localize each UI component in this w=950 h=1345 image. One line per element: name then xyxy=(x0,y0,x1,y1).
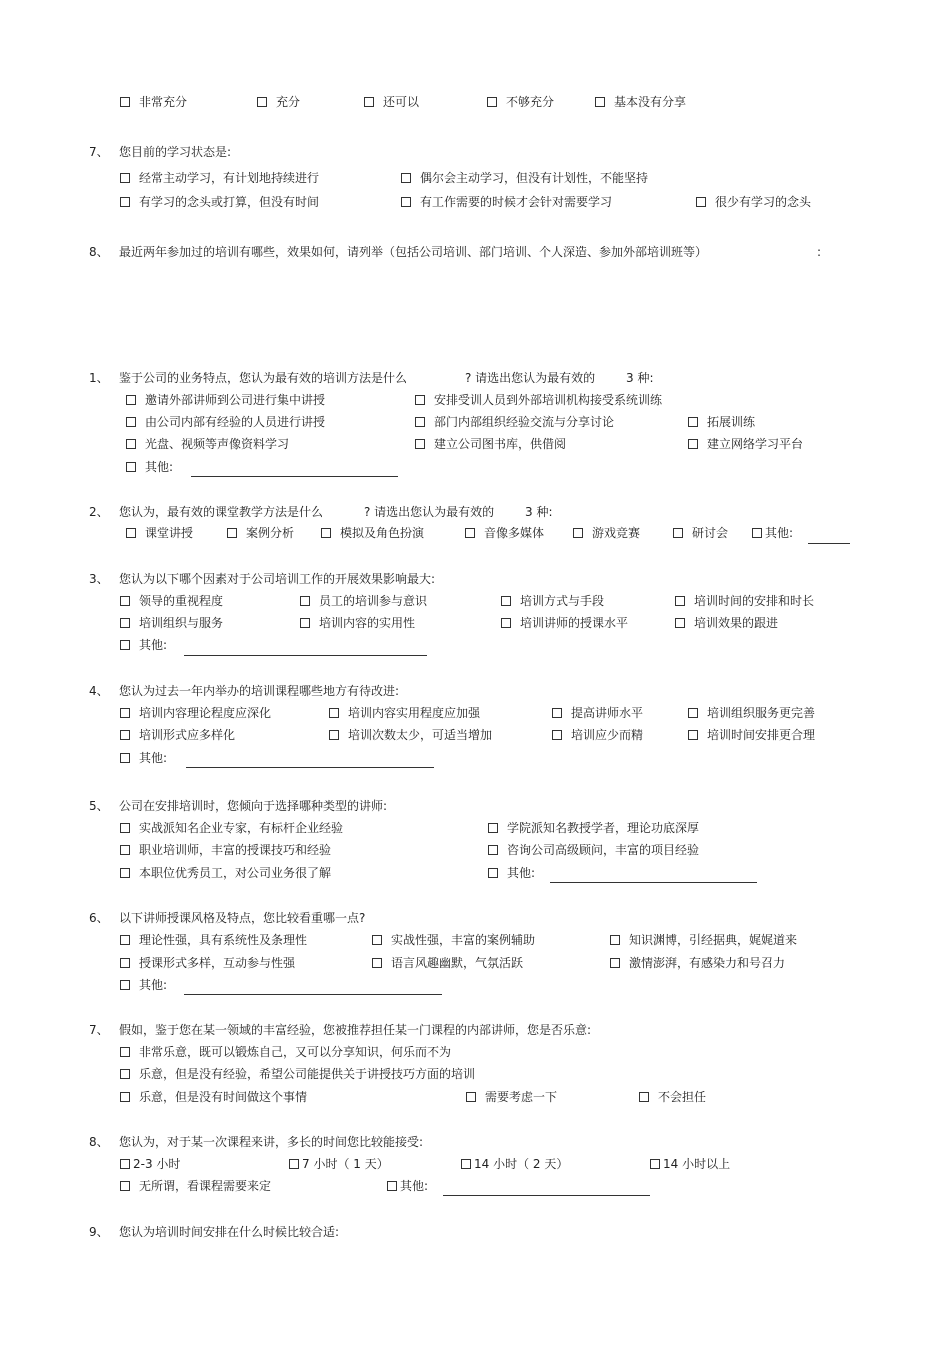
checkbox[interactable] xyxy=(610,958,620,968)
option[interactable]: 音像多媒体 xyxy=(465,524,544,542)
option-not-sufficient[interactable]: 不够充分 xyxy=(487,93,554,111)
checkbox[interactable] xyxy=(329,730,339,740)
option[interactable]: 案例分析 xyxy=(227,524,294,542)
checkbox[interactable] xyxy=(120,1159,130,1169)
option[interactable]: 培训时间的安排和时长 xyxy=(675,592,814,610)
checkbox[interactable] xyxy=(639,1092,649,1102)
option[interactable]: 经常主动学习，有计划地持续进行 xyxy=(120,169,319,187)
option[interactable]: 有工作需要的时候才会针对需要学习 xyxy=(401,193,612,211)
option-other[interactable]: 其他: xyxy=(126,458,173,476)
option-other[interactable]: 其他: xyxy=(387,1177,428,1195)
checkbox[interactable] xyxy=(120,845,130,855)
question-number: 8、 xyxy=(89,245,109,259)
checkbox[interactable] xyxy=(120,980,130,990)
question-number: 7、 xyxy=(89,1023,109,1037)
checkbox[interactable] xyxy=(675,596,685,606)
question-text: 最近两年参加过的培训有哪些，效果如何，请列举（包括公司培训、部门培训、个人深造、参加外部培训班等） xyxy=(119,245,708,259)
option[interactable]: 光盘、视频等声像资料学习 xyxy=(126,435,289,453)
option[interactable]: 实战派知名企业专家，有标杆企业经验 xyxy=(120,819,343,837)
option-other[interactable]: 其他: xyxy=(120,749,167,767)
question-text-part: 3 种: xyxy=(525,505,553,519)
option[interactable]: 安排受训人员到外部培训机构接受系统训练 xyxy=(415,391,662,409)
checkbox[interactable] xyxy=(673,528,683,538)
checkbox[interactable] xyxy=(289,1159,299,1169)
option-other[interactable]: 其他: xyxy=(488,864,535,882)
question-number: 5、 xyxy=(89,799,109,813)
option-okay[interactable]: 还可以 xyxy=(364,93,419,111)
checkbox[interactable] xyxy=(465,528,475,538)
checkbox[interactable] xyxy=(120,1069,130,1079)
checkbox[interactable] xyxy=(595,97,605,107)
checkbox[interactable] xyxy=(610,935,620,945)
option-other[interactable]: 其他: xyxy=(120,976,167,994)
checkbox[interactable] xyxy=(487,97,497,107)
option[interactable]: 建立网络学习平台 xyxy=(688,435,803,453)
option[interactable]: 乐意，但是没有经验，希望公司能提供关于讲授技巧方面的培训 xyxy=(120,1065,475,1083)
option[interactable]: 激情澎湃，有感染力和号召力 xyxy=(610,954,785,972)
option[interactable]: 本职位优秀员工，对公司业务很了解 xyxy=(120,864,331,882)
option[interactable]: 培训讲师的授课水平 xyxy=(501,614,628,632)
question-number: 7、 xyxy=(89,145,109,159)
checkbox[interactable] xyxy=(120,1047,130,1057)
checkbox[interactable] xyxy=(688,708,698,718)
question-number: 3、 xyxy=(89,572,109,586)
checkbox[interactable] xyxy=(120,97,130,107)
checkbox[interactable] xyxy=(488,868,498,878)
checkbox[interactable] xyxy=(372,958,382,968)
option[interactable]: 培训次数太少，可适当增加 xyxy=(329,726,492,744)
checkbox[interactable] xyxy=(488,845,498,855)
option[interactable]: 建立公司图书库，供借阅 xyxy=(415,435,566,453)
option[interactable]: 培训内容实用程度应加强 xyxy=(329,704,480,722)
checkbox[interactable] xyxy=(387,1181,397,1191)
checkbox[interactable] xyxy=(257,97,267,107)
question-colon: : xyxy=(817,245,822,259)
checkbox[interactable] xyxy=(120,753,130,763)
checkbox[interactable] xyxy=(688,417,698,427)
checkbox[interactable] xyxy=(688,439,698,449)
option[interactable]: 培训内容理论程度应深化 xyxy=(120,704,271,722)
checkbox[interactable] xyxy=(126,528,136,538)
other-fill-line[interactable] xyxy=(184,994,442,995)
option[interactable]: 很少有学习的念头 xyxy=(696,193,811,211)
checkbox[interactable] xyxy=(372,935,382,945)
checkbox[interactable] xyxy=(120,935,130,945)
question-text: 您认为培训时间安排在什么时候比较合适: xyxy=(119,1225,340,1239)
option[interactable]: 领导的重视程度 xyxy=(120,592,223,610)
checkbox[interactable] xyxy=(650,1159,660,1169)
option[interactable]: 模拟及角色扮演 xyxy=(321,524,424,542)
checkbox[interactable] xyxy=(401,173,411,183)
option[interactable]: 实战性强，丰富的案例辅助 xyxy=(372,931,535,949)
option[interactable]: 员工的培训参与意识 xyxy=(300,592,427,610)
option[interactable]: 需要考虑一下 xyxy=(466,1088,557,1106)
checkbox[interactable] xyxy=(552,730,562,740)
option[interactable]: 不会担任 xyxy=(639,1088,706,1106)
option[interactable]: 有学习的念头或打算，但没有时间 xyxy=(120,193,319,211)
question-text: 您认为以下哪个因素对于公司培训工作的开展效果影响最大: xyxy=(119,572,436,586)
option[interactable]: 语言风趣幽默，气氛活跃 xyxy=(372,954,523,972)
checkbox[interactable] xyxy=(552,708,562,718)
checkbox[interactable] xyxy=(415,439,425,449)
question-number: 9、 xyxy=(89,1225,109,1239)
checkbox[interactable] xyxy=(126,417,136,427)
question-number: 6、 xyxy=(89,911,109,925)
question-number: 2、 xyxy=(89,505,109,519)
question-text: 您认为，最有效的课堂教学方法是什么 xyxy=(119,505,324,519)
checkbox[interactable] xyxy=(227,528,237,538)
checkbox[interactable] xyxy=(120,868,130,878)
checkbox[interactable] xyxy=(488,823,498,833)
checkbox[interactable] xyxy=(415,395,425,405)
checkbox[interactable] xyxy=(120,640,130,650)
checkbox[interactable] xyxy=(675,618,685,628)
option[interactable]: 7 小时（ 1 天） xyxy=(289,1155,389,1173)
option[interactable]: 非常乐意，既可以锻炼自己，又可以分享知识，何乐而不为 xyxy=(120,1043,451,1061)
option[interactable]: 培训组织与服务 xyxy=(120,614,223,632)
question-text: 假如，鉴于您在某一领域的丰富经验，您被推荐担任某一门课程的内部讲师，您是否乐意: xyxy=(119,1023,592,1037)
question-number: 4、 xyxy=(89,684,109,698)
other-fill-line[interactable] xyxy=(550,882,757,883)
checkbox[interactable] xyxy=(415,417,425,427)
option[interactable]: 培训形式应多样化 xyxy=(120,726,235,744)
question-text: 鉴于公司的业务特点，您认为最有效的培训方法是什么 xyxy=(119,371,408,385)
option-basically-none[interactable]: 基本没有分享 xyxy=(595,93,686,111)
checkbox[interactable] xyxy=(120,823,130,833)
question-text-part: 3 种: xyxy=(626,371,654,385)
question-text: 公司在安排培训时，您倾向于选择哪种类型的讲师: xyxy=(119,799,388,813)
option-other[interactable]: 其他: xyxy=(752,524,793,542)
option[interactable]: 乐意，但是没有时间做这个事情 xyxy=(120,1088,307,1106)
checkbox[interactable] xyxy=(696,197,706,207)
option[interactable]: 培训时间安排更合理 xyxy=(688,726,815,744)
question-text: 您目前的学习状态是: xyxy=(119,145,232,159)
other-fill-line[interactable] xyxy=(443,1195,650,1196)
option[interactable]: 课堂讲授 xyxy=(126,524,193,542)
option-sufficient[interactable]: 充分 xyxy=(257,93,300,111)
checkbox[interactable] xyxy=(573,528,583,538)
question-text: 以下讲师授课风格及特点，您比较看重哪一点? xyxy=(119,911,366,925)
option[interactable]: 学院派知名教授学者，理论功底深厚 xyxy=(488,819,699,837)
question-text-part: ? 请选出您认为最有效的 xyxy=(364,505,495,519)
option[interactable]: 理论性强，具有系统性及条理性 xyxy=(120,931,307,949)
checkbox[interactable] xyxy=(401,197,411,207)
checkbox[interactable] xyxy=(688,730,698,740)
checkbox[interactable] xyxy=(120,958,130,968)
option[interactable]: 提高讲师水平 xyxy=(552,704,643,722)
option-other[interactable]: 其他: xyxy=(120,636,167,654)
checkbox[interactable] xyxy=(126,395,136,405)
option[interactable]: 部门内部组织经验交流与分享讨论 xyxy=(415,413,614,431)
checkbox[interactable] xyxy=(120,618,130,628)
checkbox[interactable] xyxy=(120,197,130,207)
checkbox[interactable] xyxy=(321,528,331,538)
checkbox[interactable] xyxy=(126,439,136,449)
checkbox[interactable] xyxy=(752,528,762,538)
option[interactable]: 培训方式与手段 xyxy=(501,592,604,610)
option[interactable]: 咨询公司高级顾问，丰富的项目经验 xyxy=(488,841,699,859)
checkbox[interactable] xyxy=(120,708,130,718)
question-text: 您认为过去一年内举办的培训课程哪些地方有待改进: xyxy=(119,684,400,698)
option[interactable]: 14 小时以上 xyxy=(650,1155,730,1173)
option[interactable]: 2-3 小时 xyxy=(120,1155,180,1173)
other-fill-line[interactable] xyxy=(184,655,427,656)
question-text-part: ? 请选出您认为最有效的 xyxy=(465,371,596,385)
checkbox[interactable] xyxy=(501,618,511,628)
checkbox[interactable] xyxy=(126,462,136,472)
option[interactable]: 偶尔会主动学习，但没有计划性，不能坚持 xyxy=(401,169,648,187)
checkbox[interactable] xyxy=(461,1159,471,1169)
checkbox[interactable] xyxy=(120,1092,130,1102)
checkbox[interactable] xyxy=(120,173,130,183)
option[interactable]: 无所谓，看课程需要来定 xyxy=(120,1177,271,1195)
option[interactable]: 由公司内部有经验的人员进行讲授 xyxy=(126,413,325,431)
other-fill-line[interactable] xyxy=(808,543,850,544)
option[interactable]: 培训内容的实用性 xyxy=(300,614,415,632)
other-fill-line[interactable] xyxy=(191,476,398,477)
option[interactable]: 授课形式多样，互动参与性强 xyxy=(120,954,295,972)
option[interactable]: 培训应少而精 xyxy=(552,726,643,744)
option[interactable]: 游戏竞赛 xyxy=(573,524,640,542)
checkbox[interactable] xyxy=(120,730,130,740)
checkbox[interactable] xyxy=(120,596,130,606)
checkbox[interactable] xyxy=(466,1092,476,1102)
option[interactable]: 培训效果的跟进 xyxy=(675,614,778,632)
checkbox[interactable] xyxy=(120,1181,130,1191)
option[interactable]: 14 小时（ 2 天） xyxy=(461,1155,568,1173)
question-number: 1、 xyxy=(89,371,109,385)
option[interactable]: 研讨会 xyxy=(673,524,728,542)
checkbox[interactable] xyxy=(329,708,339,718)
checkbox[interactable] xyxy=(300,596,310,606)
option[interactable]: 培训组织服务更完善 xyxy=(688,704,815,722)
option-very-sufficient[interactable]: 非常充分 xyxy=(120,93,187,111)
checkbox[interactable] xyxy=(501,596,511,606)
question-text: 您认为，对于某一次课程来讲，多长的时间您比较能接受: xyxy=(119,1135,424,1149)
checkbox[interactable] xyxy=(364,97,374,107)
option[interactable]: 邀请外部讲师到公司进行集中讲授 xyxy=(126,391,325,409)
option[interactable]: 知识渊博，引经据典，娓娓道来 xyxy=(610,931,797,949)
other-fill-line[interactable] xyxy=(186,767,434,768)
option[interactable]: 职业培训师，丰富的授课技巧和经验 xyxy=(120,841,331,859)
question-number: 8、 xyxy=(89,1135,109,1149)
option[interactable]: 拓展训练 xyxy=(688,413,755,431)
checkbox[interactable] xyxy=(300,618,310,628)
